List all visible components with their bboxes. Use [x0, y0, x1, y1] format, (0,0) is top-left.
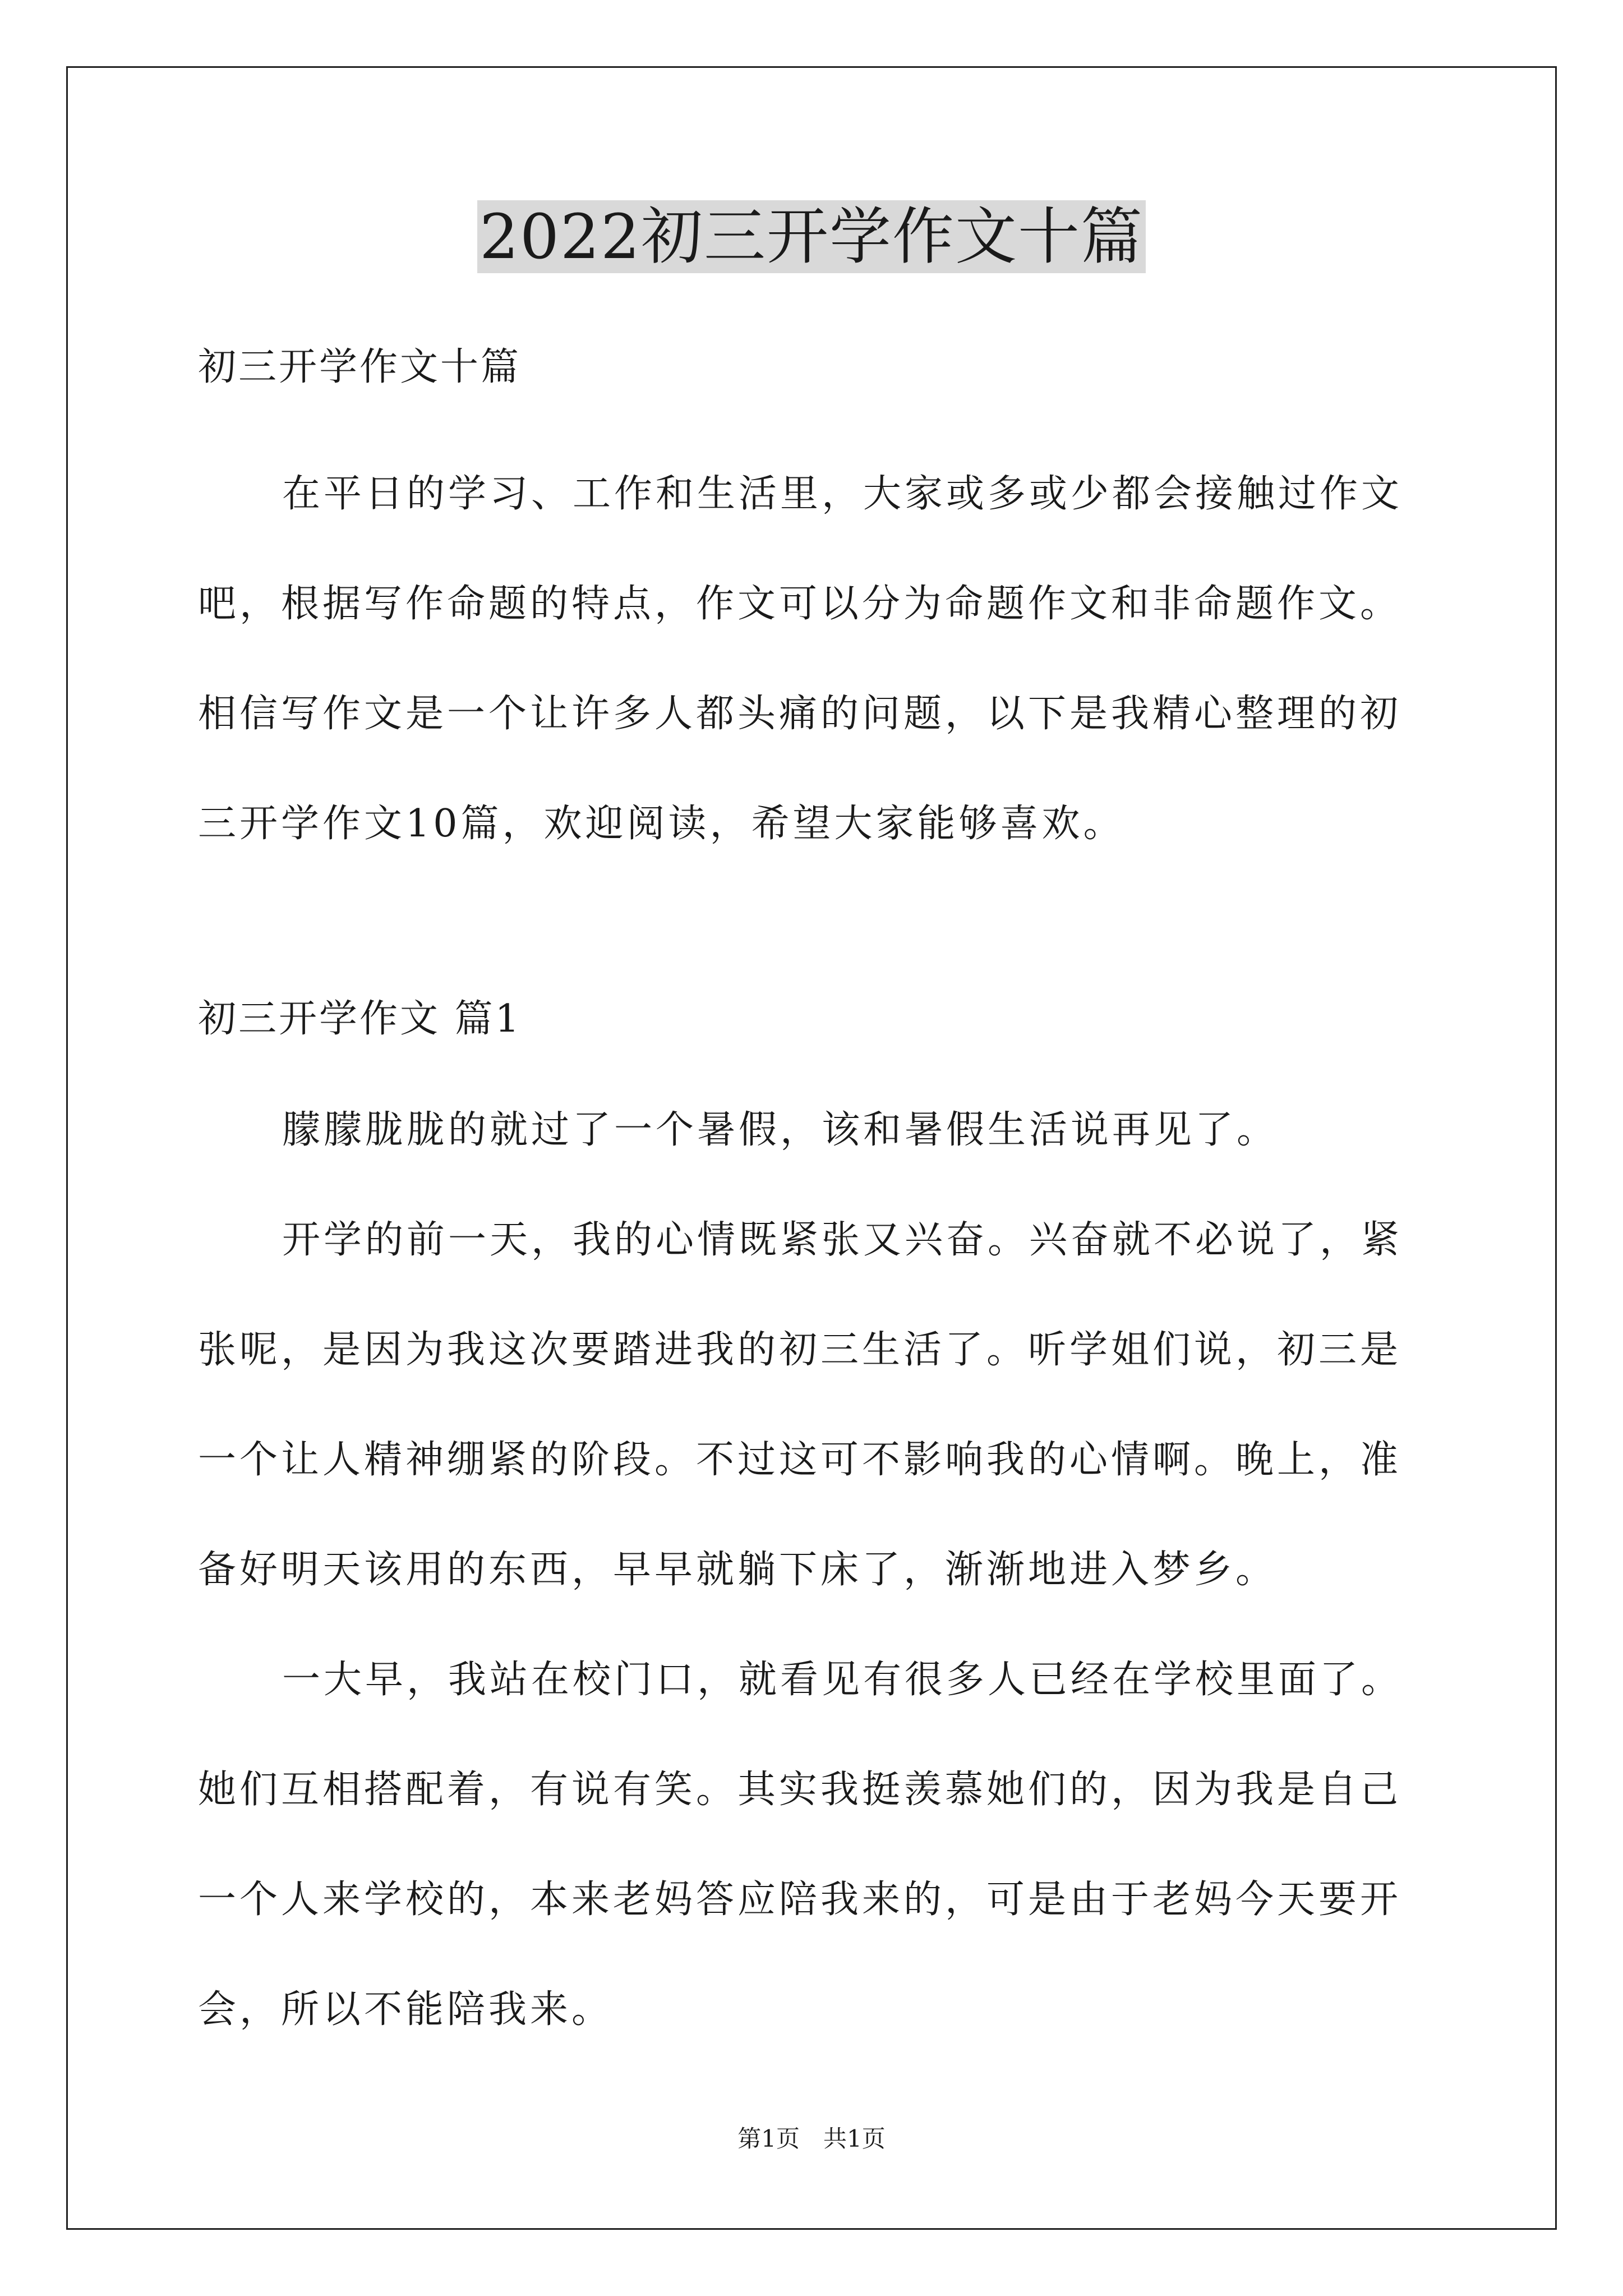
section1-paragraph-1: 朦朦胧胧的就过了一个暑假，该和暑假生活说再见了。	[282, 1108, 1279, 1152]
intro-paragraph: 在平日的学习、工作和生活里，大家或多或少都会接触过作文吧，根据写作命题的特点，作文可以分为命题作文和非命题作文。相信写作文是一个让许多人都头痛的问题，以下是我精心整理的初三开学作文10篇，欢迎阅读，希望大家能够喜欢。	[198, 472, 1403, 846]
document-subtitle: 初三开学作文十篇	[198, 345, 522, 389]
document-title: 2022初三开学作文十篇	[477, 200, 1146, 273]
page-footer: 第1页 共1页	[737, 2125, 886, 2152]
section-heading-1: 初三开学作文 篇1	[198, 997, 522, 1041]
section1-paragraph-3: 一大早，我站在校门口，就看见有很多人已经在学校里面了。她们互相搭配着，有说有笑。其实我挺羡慕她们的，因为我是自己一个人来学校的，本来老妈答应陪我来的，可是由于老妈今天要开会，所以不能陪我来。	[198, 1658, 1403, 2032]
title-container	[0, 200, 1623, 273]
document-body	[198, 306, 1426, 2065]
section1-paragraph-2: 开学的前一天，我的心情既紧张又兴奋。兴奋就不必说了，紧张呢，是因为我这次要踏进我的初三生活了。听学姐们说，初三是一个让人精神绷紧的阶段。不过这可不影响我的心情啊。晚上，准备好明天该用的东西，早早就躺下床了，渐渐地进入梦乡。	[198, 1218, 1403, 1592]
